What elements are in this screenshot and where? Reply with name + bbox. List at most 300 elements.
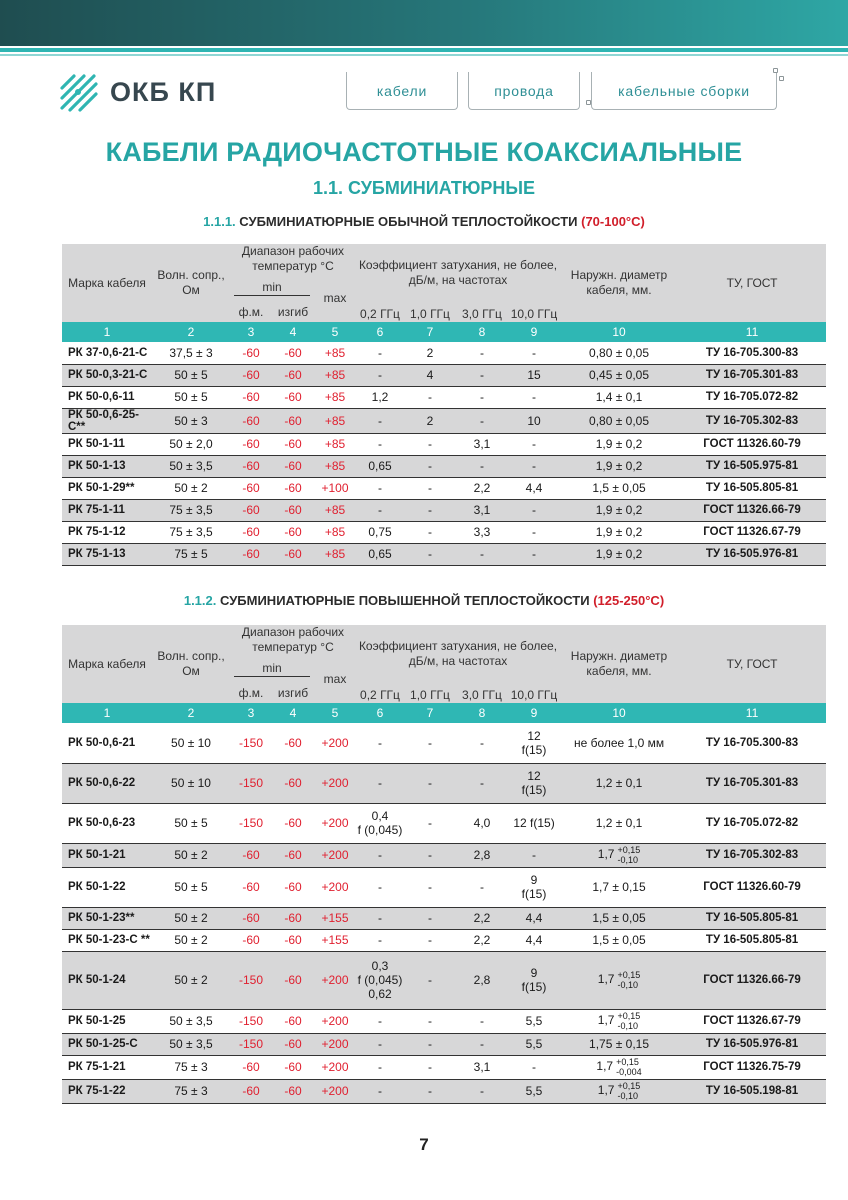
standard-value: ГОСТ 11326.67-79	[678, 1009, 826, 1033]
header-min-label: min	[234, 280, 309, 296]
standard-value: ГОСТ 11326.66-79	[678, 499, 826, 521]
column-number: 11	[678, 703, 826, 723]
temp-max-value: +200	[314, 763, 356, 803]
logo-text: ОКБ КП	[110, 76, 217, 107]
diameter-value: 1,5 ± 0,05	[560, 477, 678, 499]
standard-value: ГОСТ 11326.75-79	[678, 1055, 826, 1079]
attenuation-3ghz: -	[456, 342, 508, 364]
impedance-value: 50 ± 3,5	[152, 1009, 230, 1033]
diameter-value: 0,80 ± 0,05	[560, 408, 678, 433]
diameter-value: 1,9 ± 0,2	[560, 499, 678, 521]
cable-mark: РК 50-1-29**	[62, 477, 152, 499]
attenuation-0-2ghz: -	[356, 843, 404, 867]
header-freq-1: 0,2 ГГц	[360, 688, 400, 702]
standard-value: ТУ 16-505.975-81	[678, 455, 826, 477]
attenuation-1ghz: -	[404, 455, 456, 477]
standard-value: ТУ 16-705.300-83	[678, 723, 826, 763]
header-fm: ф.м.	[238, 685, 264, 700]
temp-max-value: +85	[314, 499, 356, 521]
diameter-value: 1,4 ± 0,1	[560, 386, 678, 408]
decor-dot	[586, 100, 591, 105]
cable-mark: РК 75-1-13	[62, 543, 152, 565]
attenuation-1ghz: -	[404, 433, 456, 455]
diameter-value: 1,5 ± 0,05	[560, 929, 678, 951]
attenuation-10ghz: -	[508, 433, 560, 455]
diameter-value: 1,9 ± 0,2	[560, 543, 678, 565]
attenuation-1ghz: -	[404, 521, 456, 543]
table-row	[62, 386, 826, 408]
temp-bend-value: -60	[272, 408, 314, 433]
attenuation-0-2ghz: 0,65	[356, 455, 404, 477]
temp-bend-value: -60	[272, 803, 314, 843]
column-number: 6	[356, 322, 404, 342]
temp-fm-value: -60	[230, 386, 272, 408]
column-number: 5	[314, 703, 356, 723]
table-row	[62, 843, 826, 867]
temp-bend-value: -60	[272, 929, 314, 951]
header-bend: изгиб	[277, 685, 309, 700]
temp-max-value: +200	[314, 1055, 356, 1079]
column-number: 10	[560, 703, 678, 723]
cable-mark: РК 50-1-13	[62, 455, 152, 477]
standard-value: ТУ 16-705.072-82	[678, 803, 826, 843]
attenuation-3ghz: -	[456, 867, 508, 907]
column-number: 3	[230, 703, 272, 723]
top-accent-line-thin	[0, 54, 848, 56]
temp-max-value: +200	[314, 1009, 356, 1033]
temp-bend-value: -60	[272, 543, 314, 565]
attenuation-10ghz: -	[508, 342, 560, 364]
cable-mark: РК 50-0,3-21-С	[62, 364, 152, 386]
attenuation-1ghz: -	[404, 1055, 456, 1079]
standard-value: ТУ 16-505.976-81	[678, 1033, 826, 1055]
temp-fm-value: -60	[230, 843, 272, 867]
temp-fm-value: -150	[230, 1009, 272, 1033]
temp-bend-value: -60	[272, 951, 314, 1009]
impedance-value: 75 ± 3	[152, 1055, 230, 1079]
company-logo	[58, 70, 216, 114]
attenuation-0-2ghz: -	[356, 763, 404, 803]
table-row	[62, 499, 826, 521]
table-row	[62, 543, 826, 565]
attenuation-1ghz: -	[404, 477, 456, 499]
header-impedance: Волн. сопр., Ом	[157, 649, 225, 678]
header-min	[230, 274, 314, 302]
temp-bend-value: -60	[272, 1055, 314, 1079]
header-freq-2: 1,0 ГГц	[410, 688, 450, 702]
attenuation-3ghz: 2,8	[456, 843, 508, 867]
attenuation-3ghz: -	[456, 1079, 508, 1103]
diameter-tolerance: +0,15 -0,10	[617, 970, 641, 990]
table-row	[62, 433, 826, 455]
header-mark: Марка кабеля	[68, 656, 146, 671]
impedance-value: 75 ± 3	[152, 1079, 230, 1103]
impedance-value: 50 ± 5	[152, 364, 230, 386]
standard-value: ТУ 16-705.300-83	[678, 342, 826, 364]
top-banner	[0, 0, 848, 46]
temp-max-value: +85	[314, 364, 356, 386]
temp-bend-value: -60	[272, 364, 314, 386]
attenuation-10ghz: -	[508, 1055, 560, 1079]
temp-max-value: +85	[314, 342, 356, 364]
temp-bend-value: -60	[272, 1033, 314, 1055]
attenuation-0-2ghz: -	[356, 1055, 404, 1079]
impedance-value: 50 ± 3,5	[152, 1033, 230, 1055]
cable-mark: РК 50-1-25-С	[62, 1033, 152, 1055]
diameter-value: 1,9 ± 0,2	[560, 433, 678, 455]
header-attenuation: Коэффициент затухания, не более, дБ/м, на частотах	[358, 258, 558, 287]
standard-value: ТУ 16-705.301-83	[678, 763, 826, 803]
header-temp-range: Диапазон рабочих температур °С	[241, 244, 345, 273]
attenuation-3ghz: -	[456, 543, 508, 565]
temp-fm-value: -150	[230, 803, 272, 843]
impedance-value: 50 ± 5	[152, 386, 230, 408]
header-standard: ТУ, ГОСТ	[726, 275, 778, 290]
table-row	[62, 763, 826, 803]
attenuation-1ghz: -	[404, 543, 456, 565]
standard-value: ТУ 16-505.805-81	[678, 477, 826, 499]
attenuation-3ghz: 3,1	[456, 1055, 508, 1079]
section-temp-range: (125-250°С)	[593, 593, 665, 608]
temp-max-value: +200	[314, 723, 356, 763]
cable-mark: РК 75-1-11	[62, 499, 152, 521]
impedance-value: 50 ± 2	[152, 843, 230, 867]
impedance-value: 50 ± 2	[152, 951, 230, 1009]
temp-max-value: +200	[314, 1079, 356, 1103]
impedance-value: 50 ± 2	[152, 907, 230, 929]
column-number-row	[62, 703, 826, 723]
diameter-value: 1,7 +0,15 -0,10	[560, 843, 678, 867]
attenuation-1ghz: -	[404, 1009, 456, 1033]
temp-fm-value: -150	[230, 723, 272, 763]
attenuation-0-2ghz: -	[356, 408, 404, 433]
header-row	[62, 625, 826, 655]
attenuation-10ghz: 4,4	[508, 477, 560, 499]
attenuation-0-2ghz: -	[356, 499, 404, 521]
header-min-label: min	[234, 661, 309, 677]
temp-fm-value: -60	[230, 521, 272, 543]
attenuation-0-2ghz: 0,65	[356, 543, 404, 565]
attenuation-0-2ghz: -	[356, 1079, 404, 1103]
header-min	[230, 655, 314, 683]
attenuation-10ghz: 15	[508, 364, 560, 386]
header-freq-4: 10,0 ГГц	[510, 688, 558, 702]
attenuation-1ghz: 2	[404, 342, 456, 364]
attenuation-1ghz: -	[404, 723, 456, 763]
standard-value: ТУ 16-505.805-81	[678, 907, 826, 929]
cable-mark: РК 50-0,6-21	[62, 723, 152, 763]
cable-mark: РК 50-1-24	[62, 951, 152, 1009]
column-number-row	[62, 322, 826, 342]
column-number: 6	[356, 703, 404, 723]
standard-value: ГОСТ 11326.66-79	[678, 951, 826, 1009]
temp-bend-value: -60	[272, 763, 314, 803]
impedance-value: 50 ± 10	[152, 723, 230, 763]
attenuation-1ghz: -	[404, 867, 456, 907]
header-fm: ф.м.	[238, 304, 264, 319]
header-max: max	[323, 671, 347, 686]
diameter-value: 0,45 ± 0,05	[560, 364, 678, 386]
attenuation-10ghz: 10	[508, 408, 560, 433]
attenuation-1ghz: -	[404, 803, 456, 843]
spec-table-high-temp	[62, 625, 826, 1104]
column-number: 7	[404, 322, 456, 342]
attenuation-3ghz: 2,2	[456, 907, 508, 929]
attenuation-3ghz: 3,1	[456, 499, 508, 521]
section-title: СУБМИНИАТЮРНЫЕ ПОВЫШЕННОЙ ТЕПЛОСТОЙКОСТИ	[216, 593, 594, 608]
attenuation-10ghz: -	[508, 843, 560, 867]
table-row	[62, 477, 826, 499]
cable-mark: РК 50-0,6-22	[62, 763, 152, 803]
cable-mark: РК 50-1-11	[62, 433, 152, 455]
attenuation-3ghz: -	[456, 723, 508, 763]
temp-max-value: +85	[314, 543, 356, 565]
temp-max-value: +85	[314, 408, 356, 433]
attenuation-0-2ghz: -	[356, 433, 404, 455]
diameter-value: 1,2 ± 0,1	[560, 763, 678, 803]
attenuation-0-2ghz: -	[356, 723, 404, 763]
column-number: 9	[508, 322, 560, 342]
temp-bend-value: -60	[272, 907, 314, 929]
standard-value: ГОСТ 11326.67-79	[678, 521, 826, 543]
temp-max-value: +155	[314, 907, 356, 929]
header-row	[62, 244, 826, 274]
table-row	[62, 1009, 826, 1033]
diameter-value: 0,80 ± 0,05	[560, 342, 678, 364]
attenuation-10ghz: 4,4	[508, 907, 560, 929]
attenuation-3ghz: -	[456, 763, 508, 803]
section-number: 1.1.2.	[183, 593, 217, 608]
temp-bend-value: -60	[272, 521, 314, 543]
cable-mark: РК 50-1-23-С **	[62, 929, 152, 951]
temp-bend-value: -60	[272, 723, 314, 763]
header-attenuation: Коэффициент затухания, не более, дБ/м, на частотах	[358, 639, 558, 668]
attenuation-1ghz: -	[404, 386, 456, 408]
table-row	[62, 1055, 826, 1079]
column-number: 7	[404, 703, 456, 723]
nav-tab-cables[interactable]: кабели	[346, 72, 458, 110]
standard-value: ГОСТ 11326.60-79	[678, 433, 826, 455]
temp-max-value: +200	[314, 867, 356, 907]
temp-max-value: +200	[314, 1033, 356, 1055]
attenuation-3ghz: -	[456, 455, 508, 477]
diameter-value: 1,5 ± 0,05	[560, 907, 678, 929]
cable-mark: РК 50-1-22	[62, 867, 152, 907]
temp-max-value: +200	[314, 843, 356, 867]
temp-max-value: +85	[314, 386, 356, 408]
section-title: СУБМИНИАТЮРНЫЕ ОБЫЧНОЙ ТЕПЛОСТОЙКОСТИ	[235, 214, 582, 229]
temp-fm-value: -60	[230, 929, 272, 951]
temp-max-value: +200	[314, 803, 356, 843]
section-temp-range: (70-100°С)	[581, 214, 645, 229]
temp-fm-value: -60	[230, 543, 272, 565]
column-number: 8	[456, 322, 508, 342]
table-row	[62, 867, 826, 907]
column-number: 10	[560, 322, 678, 342]
standard-value: ТУ 16-705.302-83	[678, 843, 826, 867]
cable-mark: РК 50-0,6-25-С**	[62, 408, 152, 433]
attenuation-3ghz: -	[456, 364, 508, 386]
table-row	[62, 803, 826, 843]
table-row	[62, 364, 826, 386]
attenuation-10ghz: 5,5	[508, 1079, 560, 1103]
header-freq-1: 0,2 ГГц	[360, 307, 400, 321]
header-impedance: Волн. сопр., Ом	[157, 268, 225, 297]
diameter-value: 1,9 ± 0,2	[560, 521, 678, 543]
page-title: КАБЕЛИ РАДИОЧАСТОТНЫЕ КОАКСИАЛЬНЫЕ	[105, 137, 743, 167]
attenuation-10ghz: -	[508, 521, 560, 543]
attenuation-0-2ghz: 0,3 f (0,045) 0,62	[356, 951, 404, 1009]
cable-mark: РК 50-0,6-11	[62, 386, 152, 408]
table-row	[62, 408, 826, 433]
table-row	[62, 907, 826, 929]
temp-fm-value: -60	[230, 907, 272, 929]
attenuation-0-2ghz: -	[356, 1009, 404, 1033]
cable-mark: РК 75-1-21	[62, 1055, 152, 1079]
temp-fm-value: -60	[230, 477, 272, 499]
temp-fm-value: -60	[230, 1055, 272, 1079]
standard-value: ТУ 16-505.805-81	[678, 929, 826, 951]
attenuation-3ghz: 3,3	[456, 521, 508, 543]
temp-max-value: +85	[314, 455, 356, 477]
standard-value: ТУ 16-505.198-81	[678, 1079, 826, 1103]
decor-dot	[773, 68, 778, 73]
table-row	[62, 951, 826, 1009]
standard-value: ТУ 16-705.072-82	[678, 386, 826, 408]
impedance-value: 50 ± 2	[152, 929, 230, 951]
nav-tab-cable-assemblies[interactable]: кабельные сборки	[591, 72, 777, 110]
diameter-value: 1,7 ± 0,15	[560, 867, 678, 907]
impedance-value: 37,5 ± 3	[152, 342, 230, 364]
attenuation-10ghz: -	[508, 455, 560, 477]
diameter-value: 1,9 ± 0,2	[560, 455, 678, 477]
attenuation-10ghz: 5,5	[508, 1009, 560, 1033]
header-max: max	[323, 290, 347, 305]
attenuation-3ghz: -	[456, 1033, 508, 1055]
temp-bend-value: -60	[272, 455, 314, 477]
temp-fm-value: -150	[230, 951, 272, 1009]
temp-fm-value: -60	[230, 1079, 272, 1103]
attenuation-1ghz: -	[404, 1033, 456, 1055]
standard-value: ТУ 16-705.302-83	[678, 408, 826, 433]
diameter-tolerance: +0,15 -0,004	[616, 1057, 642, 1077]
diameter-tolerance: +0,15 -0,10	[617, 1081, 641, 1101]
attenuation-10ghz: 12 f(15)	[508, 803, 560, 843]
header-freq-2: 1,0 ГГц	[410, 307, 450, 321]
cable-mark: РК 50-1-25	[62, 1009, 152, 1033]
attenuation-3ghz: 2,2	[456, 477, 508, 499]
temp-bend-value: -60	[272, 843, 314, 867]
standard-value: ТУ 16-705.301-83	[678, 364, 826, 386]
attenuation-3ghz: 2,8	[456, 951, 508, 1009]
impedance-value: 50 ± 5	[152, 867, 230, 907]
attenuation-1ghz: -	[404, 843, 456, 867]
cable-mark: РК 50-1-23**	[62, 907, 152, 929]
diameter-value: 1,7 +0,15 -0,004	[560, 1055, 678, 1079]
attenuation-1ghz: -	[404, 499, 456, 521]
attenuation-0-2ghz: -	[356, 342, 404, 364]
attenuation-0-2ghz: -	[356, 907, 404, 929]
attenuation-1ghz: 2	[404, 408, 456, 433]
impedance-value: 50 ± 2	[152, 477, 230, 499]
attenuation-3ghz: 3,1	[456, 433, 508, 455]
diameter-tolerance: +0,15 -0,10	[617, 1011, 641, 1031]
attenuation-0-2ghz: -	[356, 1033, 404, 1055]
impedance-value: 75 ± 3,5	[152, 521, 230, 543]
temp-max-value: +100	[314, 477, 356, 499]
standard-value: ГОСТ 11326.60-79	[678, 867, 826, 907]
temp-bend-value: -60	[272, 1009, 314, 1033]
column-number: 11	[678, 322, 826, 342]
nav-tab-wires[interactable]: провода	[468, 72, 580, 110]
column-number: 3	[230, 322, 272, 342]
cable-mark: РК 75-1-12	[62, 521, 152, 543]
attenuation-10ghz: -	[508, 543, 560, 565]
attenuation-1ghz: -	[404, 929, 456, 951]
column-number: 9	[508, 703, 560, 723]
table-row	[62, 1033, 826, 1055]
impedance-value: 50 ± 5	[152, 803, 230, 843]
section-heading-1	[0, 214, 848, 229]
column-number: 4	[272, 322, 314, 342]
temp-bend-value: -60	[272, 342, 314, 364]
temp-fm-value: -150	[230, 1033, 272, 1055]
temp-bend-value: -60	[272, 386, 314, 408]
standard-value: ТУ 16-505.976-81	[678, 543, 826, 565]
temp-fm-value: -60	[230, 408, 272, 433]
attenuation-3ghz: 4,0	[456, 803, 508, 843]
attenuation-10ghz: 12 f(15)	[508, 763, 560, 803]
temp-bend-value: -60	[272, 867, 314, 907]
diameter-value: 1,2 ± 0,1	[560, 803, 678, 843]
page-subtitle: 1.1. СУБМИНИАТЮРНЫЕ	[312, 178, 536, 198]
header-freq-3: 3,0 ГГц	[462, 307, 502, 321]
attenuation-1ghz: -	[404, 907, 456, 929]
attenuation-10ghz: 9 f(15)	[508, 867, 560, 907]
temp-max-value: +200	[314, 951, 356, 1009]
attenuation-0-2ghz: 0,75	[356, 521, 404, 543]
temp-fm-value: -60	[230, 433, 272, 455]
temp-fm-value: -60	[230, 455, 272, 477]
attenuation-0-2ghz: 1,2	[356, 386, 404, 408]
table-row	[62, 342, 826, 364]
header-temp-range: Диапазон рабочих температур °С	[241, 625, 345, 654]
attenuation-1ghz: -	[404, 763, 456, 803]
column-number: 1	[62, 703, 152, 723]
cable-mark: РК 37-0,6-21-С	[62, 342, 152, 364]
temp-fm-value: -60	[230, 499, 272, 521]
attenuation-10ghz: 12 f(15)	[508, 723, 560, 763]
impedance-value: 50 ± 2,0	[152, 433, 230, 455]
section-heading-2	[0, 593, 848, 608]
cable-mark: РК 50-0,6-23	[62, 803, 152, 843]
header-freq-4: 10,0 ГГц	[510, 307, 558, 321]
column-number: 1	[62, 322, 152, 342]
impedance-value: 50 ± 3,5	[152, 455, 230, 477]
column-number: 8	[456, 703, 508, 723]
header-diameter: Наружн. диаметр кабеля, мм.	[570, 649, 668, 678]
cable-mark: РК 50-1-21	[62, 843, 152, 867]
decor-dot	[779, 76, 784, 81]
attenuation-0-2ghz: -	[356, 477, 404, 499]
attenuation-1ghz: -	[404, 951, 456, 1009]
temp-bend-value: -60	[272, 477, 314, 499]
attenuation-0-2ghz: 0,4 f (0,045)	[356, 803, 404, 843]
table-row	[62, 1079, 826, 1103]
attenuation-10ghz: 4,4	[508, 929, 560, 951]
header-mark: Марка кабеля	[68, 275, 146, 290]
temp-bend-value: -60	[272, 1079, 314, 1103]
